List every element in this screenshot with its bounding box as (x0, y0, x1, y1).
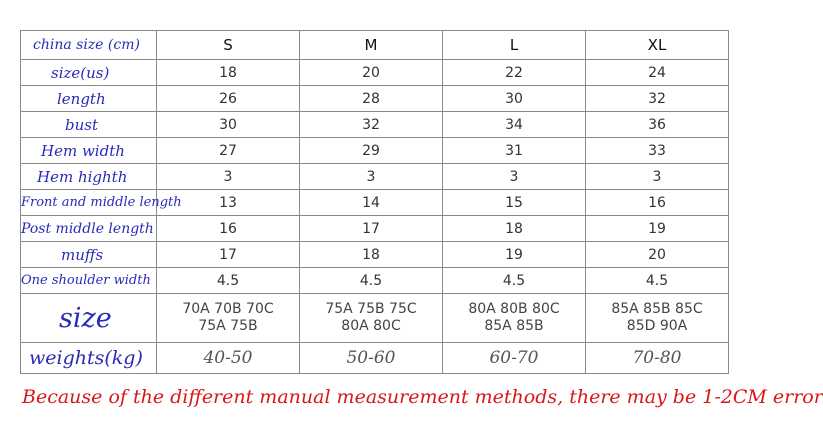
table-row (21, 112, 729, 138)
table-cell: 15 (443, 190, 586, 216)
table-cell: 24 (586, 60, 729, 86)
weight-row (21, 343, 729, 374)
size-codes-line: 85D 90A (626, 318, 688, 334)
table-cell: 29 (300, 138, 443, 164)
size-chart-table (20, 30, 729, 374)
table-cell: 4.5 (300, 268, 443, 294)
table-cell: 3 (300, 164, 443, 190)
table-row (21, 190, 729, 216)
table-cell: 32 (300, 112, 443, 138)
size-codes-line: 85A 85B 85C (611, 301, 703, 317)
table-cell: 20 (586, 242, 729, 268)
size-codes-cell (443, 294, 586, 343)
size-codes-cell (157, 294, 300, 343)
table-cell: 36 (586, 112, 729, 138)
table-cell: 4.5 (443, 268, 586, 294)
header-row (21, 31, 729, 60)
table-row (21, 138, 729, 164)
table-cell: 3 (586, 164, 729, 190)
table-cell: 30 (157, 112, 300, 138)
table-cell: 3 (443, 164, 586, 190)
table-cell: 31 (443, 138, 586, 164)
table-cell: 32 (586, 86, 729, 112)
table-cell: 20 (300, 60, 443, 86)
row-label: muffs (21, 242, 157, 268)
table-cell: 16 (586, 190, 729, 216)
table-cell: 27 (157, 138, 300, 164)
size-codes-cell (586, 294, 729, 343)
size-codes-line: 80A 80B 80C (468, 301, 560, 317)
size-codes-line: 75A 75B 75C (325, 301, 417, 317)
row-label: Post middle length (21, 216, 157, 242)
size-codes-cell (300, 294, 443, 343)
table-cell: 30 (443, 86, 586, 112)
table-cell: 18 (300, 242, 443, 268)
table-cell: 4.5 (586, 268, 729, 294)
table-row (21, 164, 729, 190)
measurement-error-note: Because of the different manual measurement methods, there may be 1-2CM error (22, 386, 823, 408)
table-cell: 4.5 (157, 268, 300, 294)
table-row (21, 242, 729, 268)
table-cell: 18 (443, 216, 586, 242)
table-cell: 14 (300, 190, 443, 216)
size-codes-line: 80A 80C (341, 318, 401, 334)
size-codes-line: 75A 75B (198, 318, 258, 334)
table-cell: 22 (443, 60, 586, 86)
size-codes-line: 70A 70B 70C (182, 301, 274, 317)
table-cell: 19 (586, 216, 729, 242)
table-cell: 33 (586, 138, 729, 164)
table-cell: 13 (157, 190, 300, 216)
weight-cell: 60-70 (443, 343, 586, 374)
table-cell: 18 (157, 60, 300, 86)
table-row (21, 60, 729, 86)
table-cell: 28 (300, 86, 443, 112)
header-label: china size (cm) (21, 31, 157, 60)
row-label: bust (21, 112, 157, 138)
table-cell: 19 (443, 242, 586, 268)
table-row (21, 216, 729, 242)
row-label: length (21, 86, 157, 112)
weight-cell: 70-80 (586, 343, 729, 374)
size-code-row (21, 294, 729, 343)
size-header-s: S (157, 31, 300, 60)
row-label: size(us) (21, 60, 157, 86)
table-cell: 16 (157, 216, 300, 242)
weight-cell: 40-50 (157, 343, 300, 374)
table-cell: 17 (157, 242, 300, 268)
size-header-m: M (300, 31, 443, 60)
size-codes-line: 85A 85B (484, 318, 544, 334)
row-label: Hem highth (21, 164, 157, 190)
row-label: Front and middle length (21, 190, 157, 216)
size-header-xl: XL (586, 31, 729, 60)
weight-cell: 50-60 (300, 343, 443, 374)
size-header-l: L (443, 31, 586, 60)
table-row (21, 86, 729, 112)
table-cell: 26 (157, 86, 300, 112)
table-cell: 3 (157, 164, 300, 190)
table-cell: 17 (300, 216, 443, 242)
row-label: One shoulder width (21, 268, 157, 294)
row-label: Hem width (21, 138, 157, 164)
size-row-label: size (21, 294, 157, 343)
weight-row-label: weights(kg) (21, 343, 157, 374)
table-row (21, 268, 729, 294)
table-cell: 34 (443, 112, 586, 138)
